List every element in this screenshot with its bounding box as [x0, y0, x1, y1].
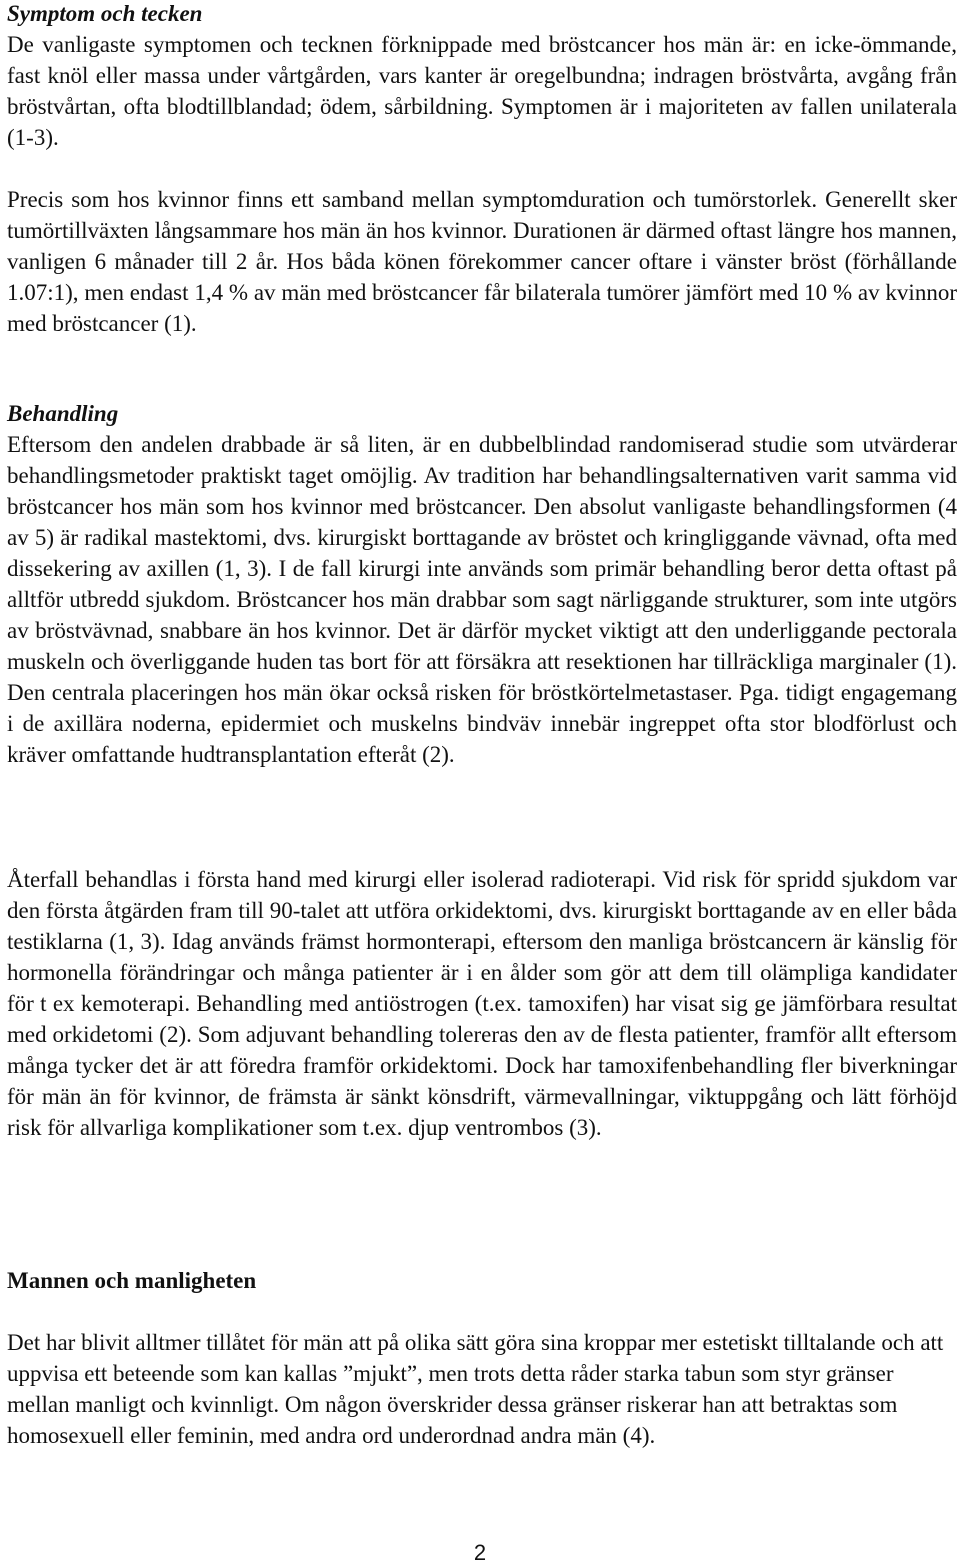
- page-number: 2: [473, 1540, 487, 1565]
- section-heading-masculinity: Mannen och manligheten: [7, 1268, 257, 1293]
- paragraph-treatment-1: Eftersom den andelen drabbade är så liten, är en dubbelblindad randomiserad studie som utvärderar behandlingsmetoder praktiskt taget omöjlig. Av tradition har behandlingsalternativen varit samma vid bröstcancer hos män som hos kvinnor med bröstcancer. Den absolut vanligaste behandlingsformen (4 av 5) är radikal mastektomi, dvs. kirurgiskt borttagande av bröstet och kringliggande vävnad, ofta med dissekering av axillen (1, 3). I de fall kirurgi inte används som primär behandling beror detta oftast på alltför utbredd sjukdom. Bröstcancer hos män drabbar som sagt närliggande strukturer, som inte utgörs av bröstvävnad, snabbare än hos kvinnor. Det är därför mycket viktigt att den underliggande pectorala muskeln och överliggande huden tas bort för att försäkra att resektionen har tillräckliga marginaler (1). Den centrala placeringen hos män ökar också risken för bröstkörtelmetastaser. Pga. tidigt engagemang i de axillära noderna, epidermiet och muskelns bindväv innebär ingreppet ofta stor blodförlust och kräver omfattande hudtransplantation efteråt (2).: [7, 432, 957, 767]
- paragraph-masculinity-1: Det har blivit alltmer tillåtet för män att på olika sätt göra sina kroppar mer estetiskt tilltalande och att uppvisa ett beteende som kan kallas ”mjukt”, men trots detta råder starka tabun som styr gränser mellan manligt och kvinnligt. Om någon överskrider dessa gränser riskerar han att betraktas som homosexuell eller feminin, med andra ord underordnad andra män (4).: [7, 1330, 944, 1448]
- paragraph-treatment-2: Återfall behandlas i första hand med kirurgi eller isolerad radioterapi. Vid risk för spridd sjukdom var den första åtgärden fram till 90-talet att utföra orkidektomi, dvs. kirurgiskt borttagande av en eller båda testiklarna (1, 3). Idag används främst hormonterapi, eftersom den manliga bröstcancern är känslig för hormonella förändringar och många patienter är i en ålder som gör att dem till olämpliga kandidater för t ex kemoterapi. Behandling med antiöstrogen (t.ex. tamoxifen) har visat sig ge jämförbara resultat med orkidetomi (2). Som adjuvant behandling tolereras den av de flesta patienter, framför allt eftersom många tycker det är att föredra framför orkidektomi. Dock har tamoxifenbehandling fler biverkningar för män än för kvinnor, de främsta är sänkt könsdrift, värmevallningar, viktuppgång och lätt förhöjd risk för allvarliga komplikationer som t.ex. djup ventrombos (3).: [7, 867, 957, 1140]
- paragraph-symptom-1: De vanligaste symptomen och tecknen förknippade med bröstcancer hos män är: en icke-ömmande, fast knöl eller massa under vårtgården, vars kanter är oregelbundna; indragen bröstvårta, avgång från bröstvårtan, ofta blodtillblandad; ödem, sårbildning. Symptomen är i majoriteten av fallen unilaterala (1-3).: [7, 32, 957, 150]
- section-heading-treatment: Behandling: [7, 401, 119, 426]
- paragraph-symptom-2: Precis som hos kvinnor finns ett samband mellan symptomduration och tumörstorlek. Generellt sker tumörtillväxten långsammare hos män än hos kvinnor. Durationen är därmed oftast längre hos mannen, vanligen 6 månader till 2 år. Hos båda könen förekommer cancer oftare i vänster bröst (förhållande 1.07:1), men endast 1,4 % av män med bröstcancer får bilaterala tumörer jämfört med 10 % av kvinnor med bröstcancer (1).: [7, 187, 957, 336]
- section-heading-symptom: Symptom och tecken: [7, 1, 203, 26]
